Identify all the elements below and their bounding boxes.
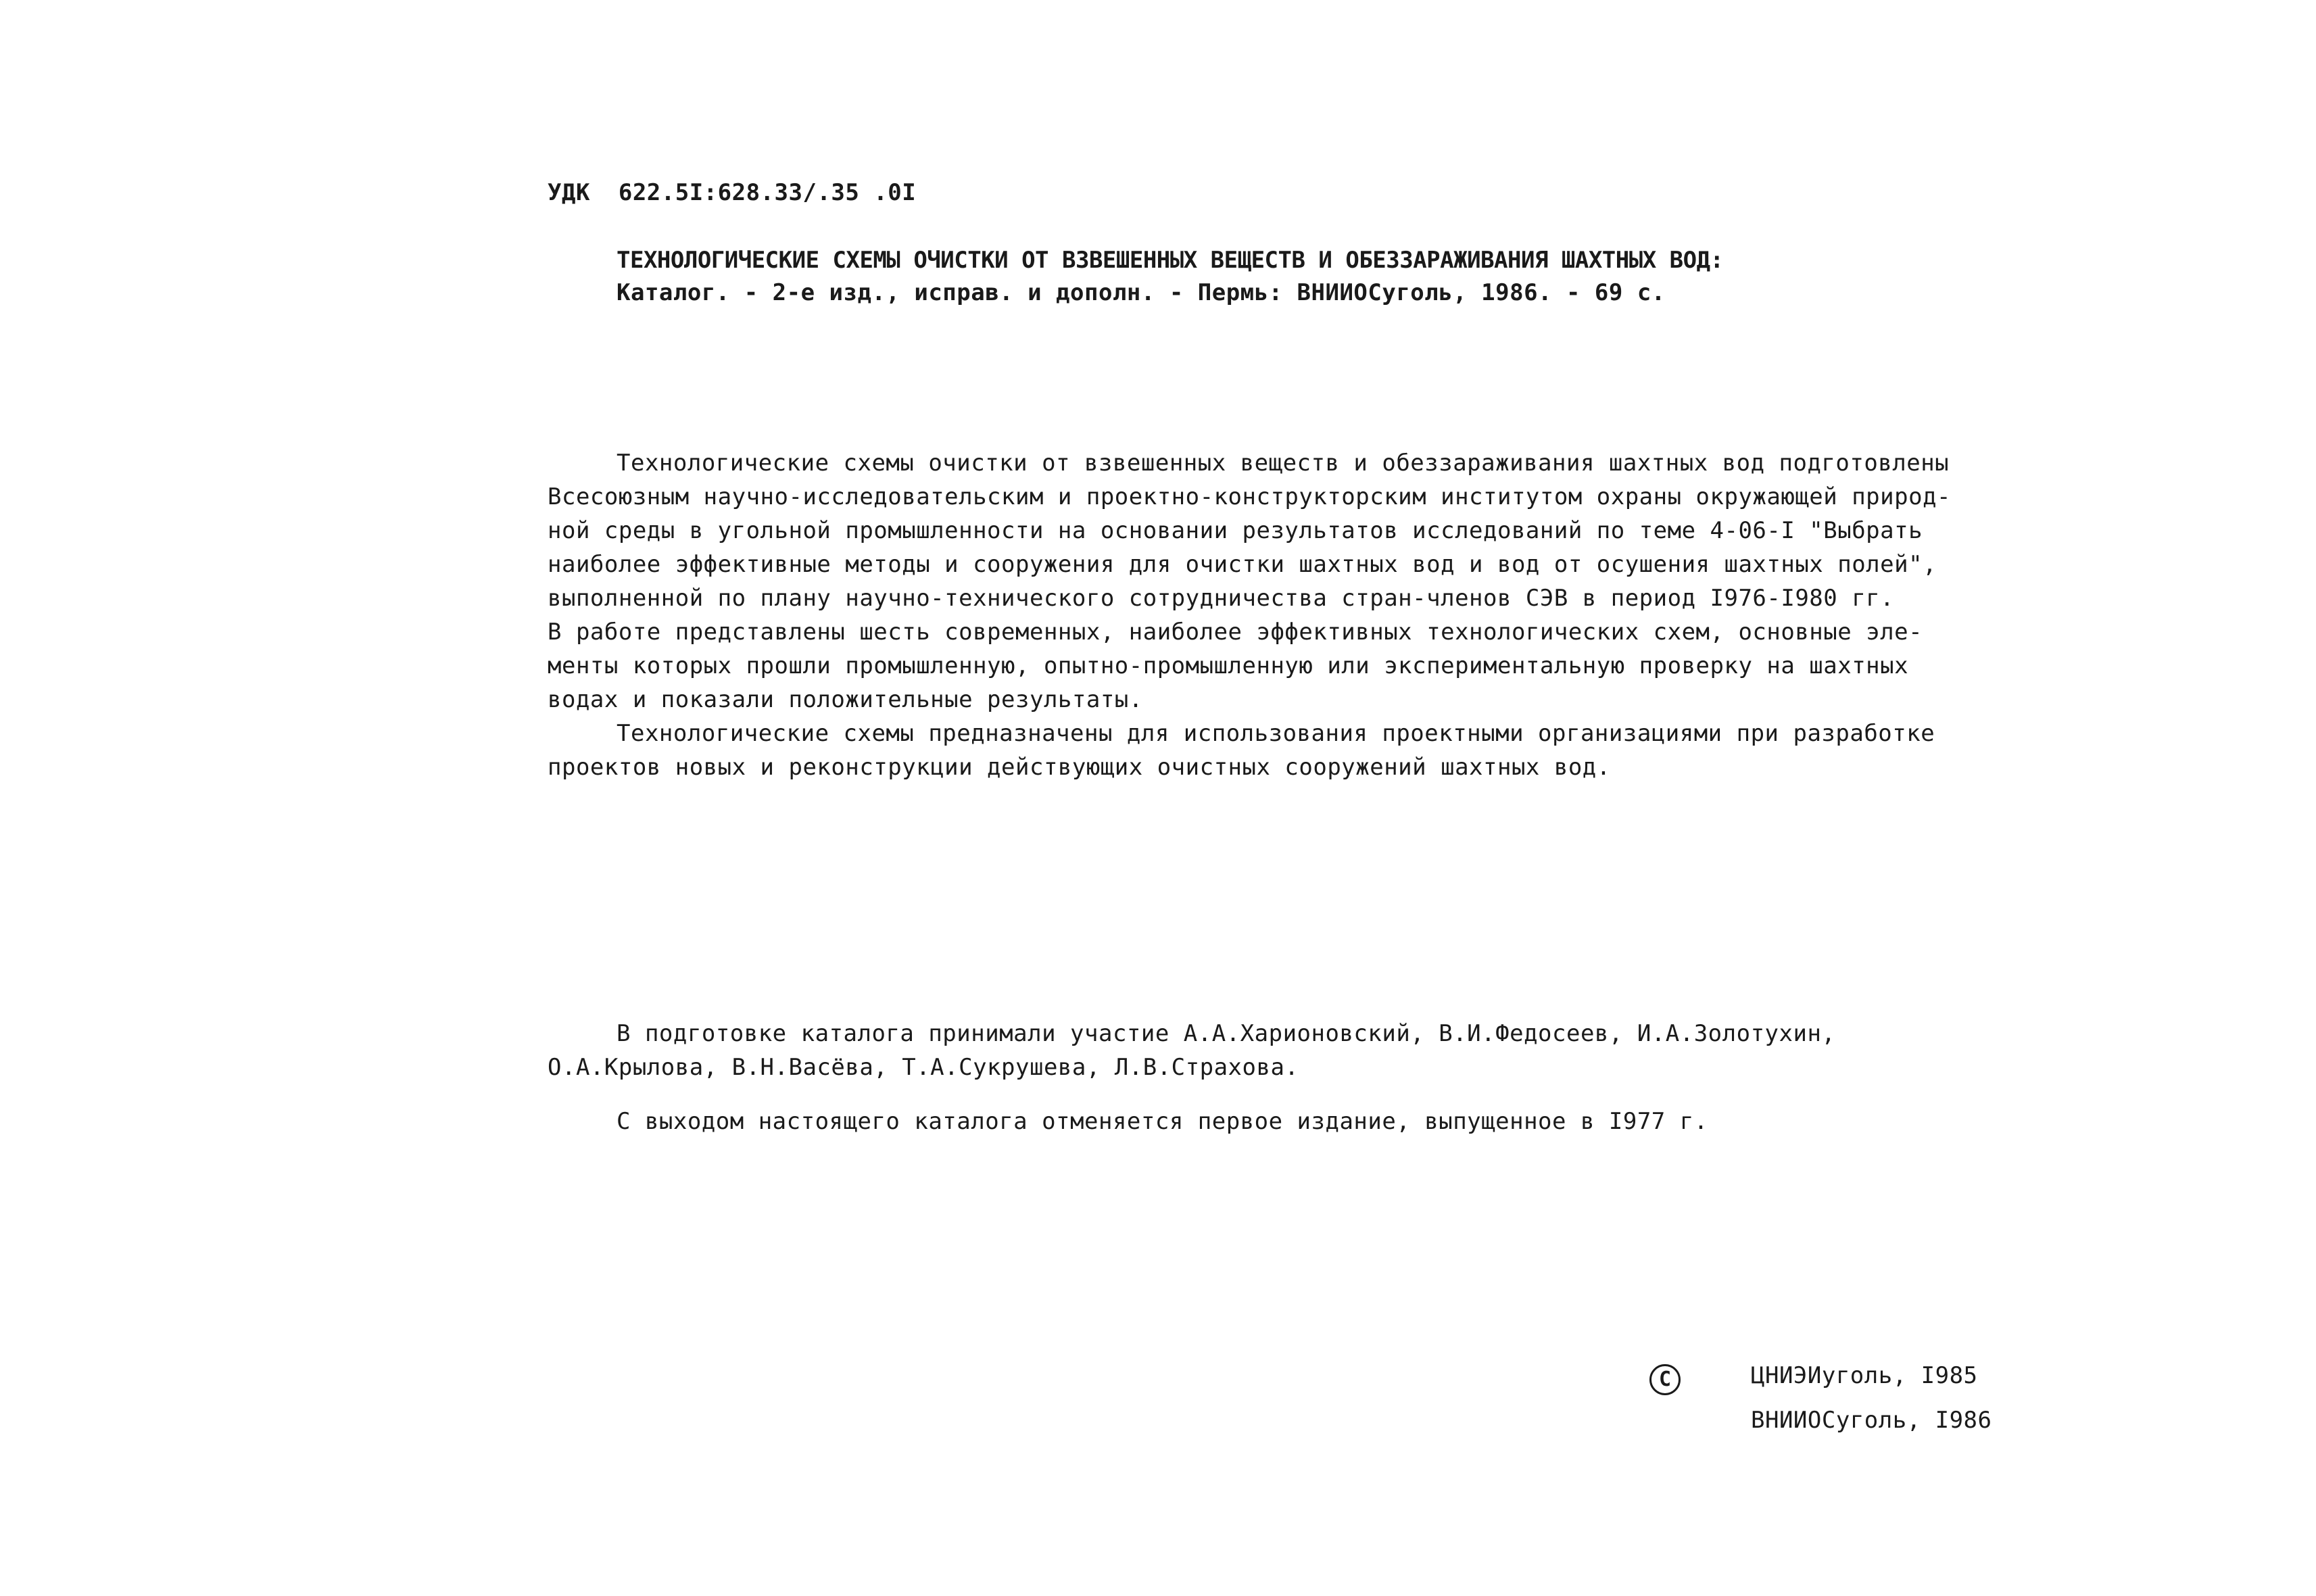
abstract-line-8: водах и показали положительные результаты. <box>548 686 1143 713</box>
abstract-line-3: ной среды в угольной промышленности на основании результатов исследований по теме 4-06-I "Выбрать <box>548 517 1923 544</box>
abstract-line-9: Технологические схемы предназначены для использования проектными организациями при разработке <box>617 720 1935 747</box>
edition-notice: С выходом настоящего каталога отменяется первое издание, выпущенное в I977 г. <box>617 1108 1708 1135</box>
abstract-line-4: наиболее эффективные методы и сооружения для очистки шахтных вод и вод от осушения шахтных полей", <box>548 551 1937 578</box>
contributors-line-2: О.А.Крылова, В.Н.Васёва, Т.А.Сукрушева, Л.В.Страхова. <box>548 1054 1299 1081</box>
copyright-icon: C <box>1649 1364 1681 1395</box>
abstract-line-6: В работе представлены шесть современных, наиболее эффективных технологических схем, основные эле- <box>548 619 1923 646</box>
catalog-title: ТЕХНОЛОГИЧЕСКИЕ СХЕМЫ ОЧИСТКИ ОТ ВЗВЕШЕННЫХ ВЕЩЕСТВ И ОБЕЗЗАРАЖИВАНИЯ ШАХТНЫХ ВОД: <box>617 247 1724 274</box>
abstract-line-7: менты которых прошли промышленную, опытно-промышленную или экспериментальную проверку на шахтных <box>548 652 1909 679</box>
abstract-line-1: Технологические схемы очистки от взвешенных веществ и обеззараживания шахтных вод подготовлены <box>617 450 1950 477</box>
contributors-line-1: В подготовке каталога принимали участие А.А.Харионовский, В.И.Федосеев, И.А.Золотухин, <box>617 1020 1836 1047</box>
abstract-line-5: выполненной по плану научно-технического сотрудничества стран-членов СЭВ в период I976-I980 гг. <box>548 585 1895 612</box>
abstract-line-2: Всесоюзным научно-исследовательским и проектно-конструкторским институтом охраны окружающей природ- <box>548 483 1952 510</box>
abstract-line-10: проектов новых и реконструкции действующих очистных сооружений шахтных вод. <box>548 754 1611 781</box>
copyright-holder-2: ВНИИОСуголь, I986 <box>1751 1407 1992 1434</box>
catalog-bibliographic-info: Каталог. - 2-е изд., исправ. и дополн. - Пермь: ВНИИОСуголь, 1986. - 69 с. <box>617 279 1666 306</box>
udk-code: УДК 622.5I:628.33/.35 .0I <box>548 179 917 206</box>
copyright-holder-1: ЦНИЭИуголь, I985 <box>1751 1362 1978 1389</box>
